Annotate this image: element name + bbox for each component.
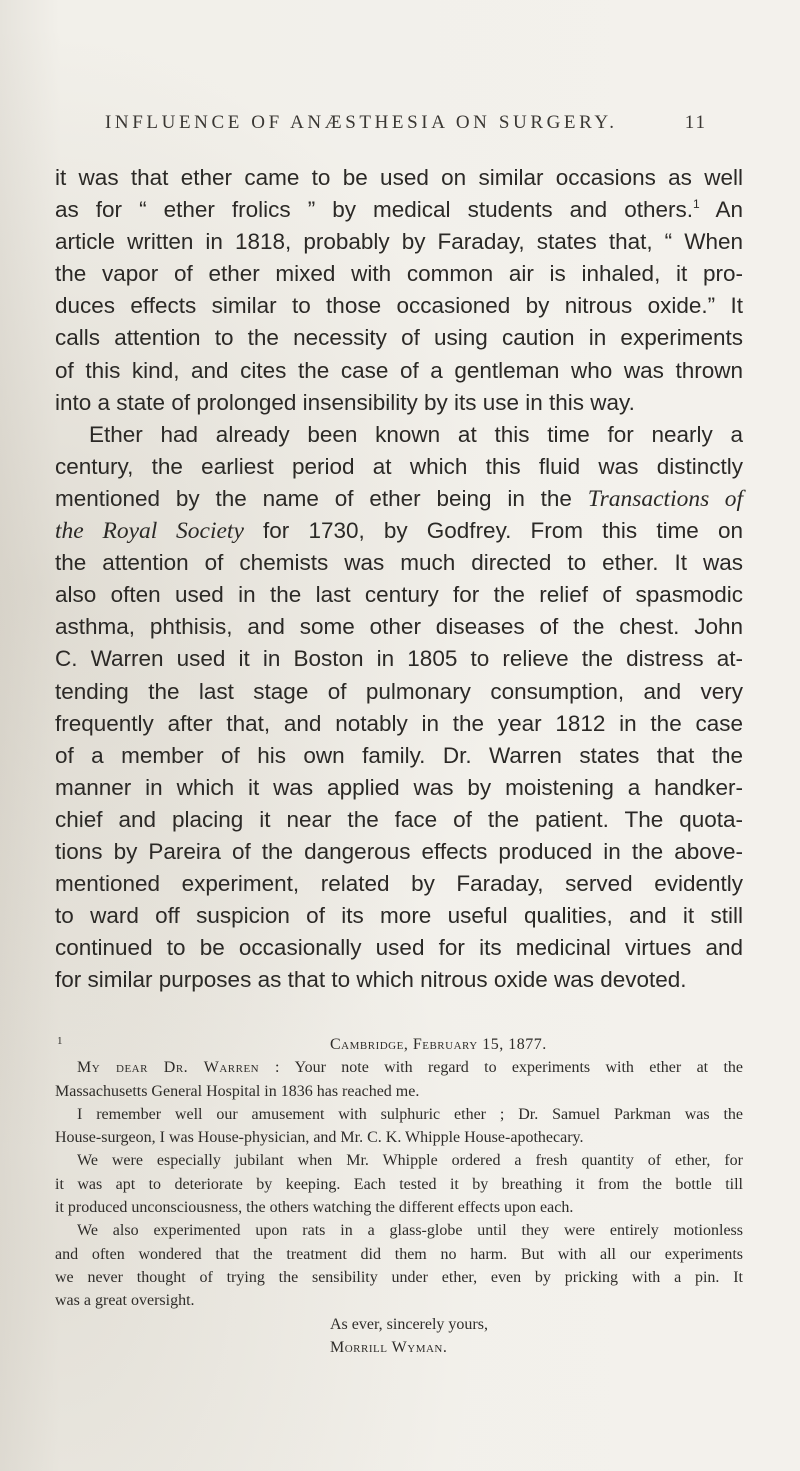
text-line: also often used in the last century for the relief of spasmodic (55, 582, 743, 608)
letter-signature: Morrill Wyman. (330, 1338, 448, 1356)
footnote-line: it produced unconsciousness, the others watching the different effects upon each. (55, 1199, 574, 1217)
footnote-line: We also experimented upon rats in a glass-globe until they were entirely motionless (77, 1222, 743, 1240)
text-line: chief and placing it near the face of the patient. The quota- (55, 806, 743, 832)
text-line: the attention of chemists was much directed to ether. It was (55, 550, 743, 576)
footnote-line: I remember well our amusement with sulphuric ether ; Dr. Samuel Parkman was the (77, 1105, 743, 1123)
footnote-marker: 1 (57, 1035, 63, 1047)
text-line: of a member of his own family. Dr. Warren states that the (55, 742, 743, 768)
text-line: mentioned experiment, related by Faraday, served evidently (55, 871, 743, 897)
text-line: of this kind, and cites the case of a gentleman who was thrown (55, 357, 743, 383)
text-line: manner in which it was applied was by moistening a handker- (55, 774, 743, 800)
text-line: article written in 1818, probably by Faraday, states that, “ When (55, 229, 743, 255)
footnote-line: House-surgeon, I was House-physician, and Mr. C. K. Whipple House-apothecary. (55, 1129, 584, 1147)
text-line: Ether had already been known at this time for nearly a (89, 421, 743, 447)
text-line: calls attention to the necessity of using caution in experiments (55, 325, 743, 351)
body-text (55, 162, 743, 996)
footnote-line: and often wondered that the treatment did them no harm. But with all our experiments (55, 1245, 743, 1263)
footnote (55, 1033, 743, 1359)
text-line: century, the earliest period at which this fluid was distinctly (55, 453, 743, 479)
text-line: into a state of prolonged insensibility by its use in this way. (55, 389, 635, 415)
italic-title: Transactions of (587, 485, 743, 512)
text-line: the vapor of ether mixed with common air is inhaled, it pro- (55, 261, 743, 287)
running-title: INFLUENCE OF ANÆSTHESIA ON SURGERY. (105, 112, 618, 133)
footnote-line: We were especially jubilant when Mr. Whipple ordered a fresh quantity of ether, for (77, 1152, 743, 1170)
text-line: frequently after that, and notably in the year 1812 in the case (55, 710, 743, 736)
footnote-line: Massachusetts General Hospital in 1836 has reached me. (55, 1082, 420, 1100)
footnote-line: we never thought of trying the sensibility under ether, even by pricking with a pin. It (55, 1268, 743, 1286)
text-line: tending the last stage of pulmonary consumption, and very (55, 678, 743, 704)
text-line: mentioned by the name of ether being in the Transactions of (55, 485, 743, 512)
italic-title: the Royal Society (55, 518, 244, 545)
text-line: to ward off suspicion of its more useful qualities, and it still (55, 903, 743, 929)
text-line: continued to be occasionally used for its medicinal virtues and (55, 935, 743, 961)
text-line: for similar purposes as that to which nitrous oxide was devoted. (55, 967, 687, 993)
footnote-dateline (55, 1033, 743, 1056)
salutation: My dear Dr. Warren : (77, 1059, 280, 1077)
footnote-reference[interactable]: 1 (693, 197, 700, 212)
footnote-line: was a great oversight. (55, 1292, 195, 1310)
page-number: 11 (684, 112, 707, 133)
letter-closing: As ever, sincerely yours, (330, 1315, 488, 1333)
text-line: as for “ ether frolics ” by medical students and others.$^1$ An (55, 197, 744, 223)
letter-date: Cambridge, February 15, 1877. (330, 1036, 547, 1053)
text-line: it was that ether came to be used on similar occasions as well (55, 165, 743, 190)
footnote-line: it was apt to deteriorate by keeping. Each tested it by breathing it from the bottle till (55, 1175, 743, 1193)
text-line: duces effects similar to those occasioned by nitrous oxide.” It (55, 293, 743, 319)
running-header (105, 112, 707, 142)
footnote-line: My dear Dr. Warren : Your note with regard to experiments with ether at the (77, 1059, 743, 1077)
text-line: asthma, phthisis, and some other diseases of the chest. John (55, 614, 743, 640)
text-line: tions by Pareira of the dangerous effects produced in the above- (55, 838, 743, 864)
text-line: C. Warren used it in Boston in 1805 to relieve the distress at- (55, 646, 743, 672)
text-line: the Royal Society for 1730, by Godfrey. From this time on (55, 518, 743, 545)
